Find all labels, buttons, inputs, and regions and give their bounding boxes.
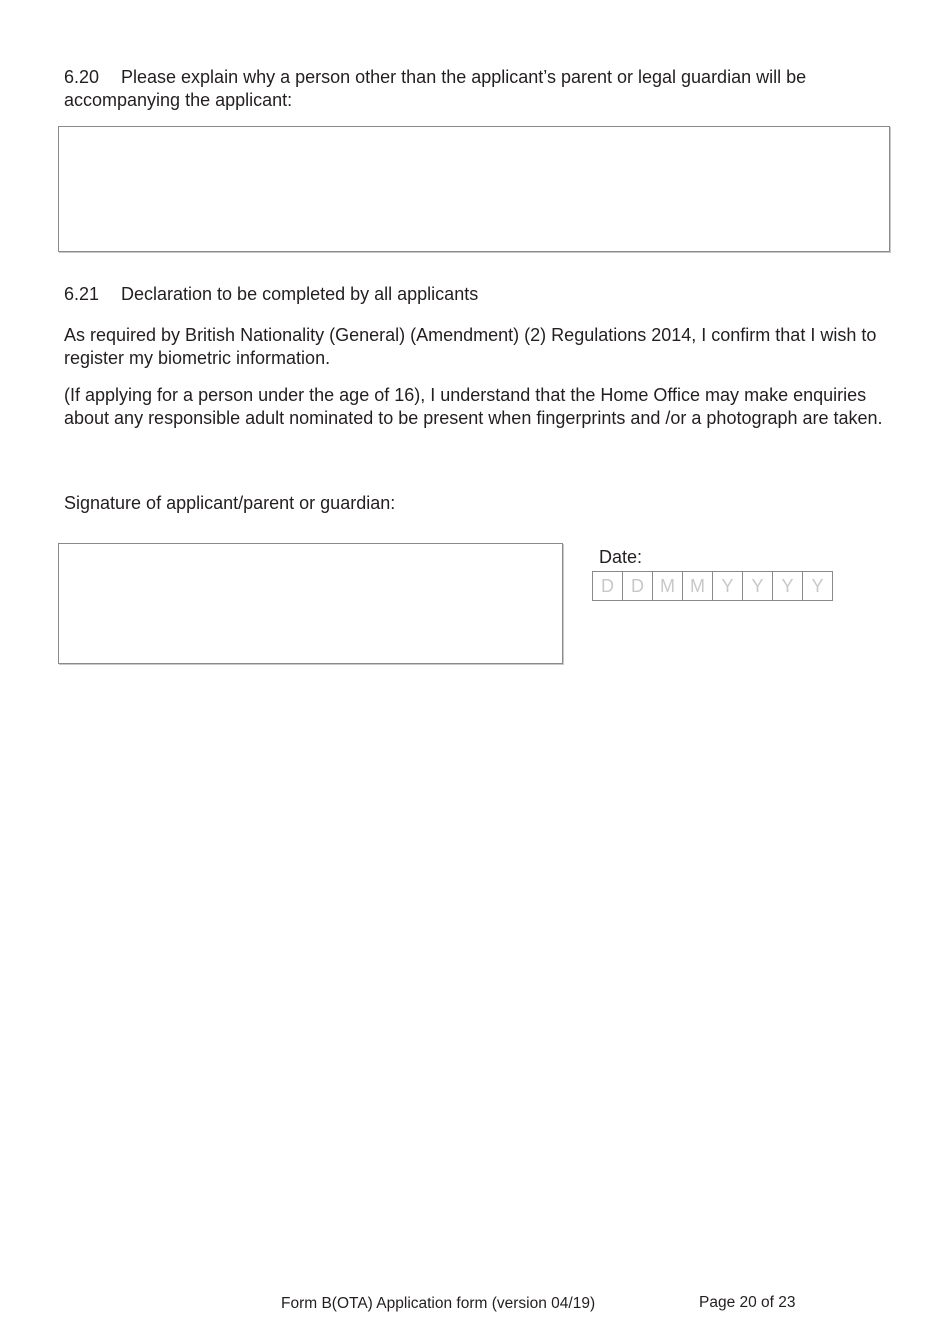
date-cell-year-3[interactable]: Y bbox=[773, 572, 803, 600]
date-cell-year-2[interactable]: Y bbox=[743, 572, 773, 600]
date-cell-year-1[interactable]: Y bbox=[713, 572, 743, 600]
question-number: 6.20 bbox=[64, 67, 100, 87]
date-label: Date: bbox=[599, 547, 643, 567]
explanation-input-box[interactable] bbox=[58, 126, 890, 252]
date-cell-year-4[interactable]: Y bbox=[803, 572, 833, 600]
date-cell-month-1[interactable]: M bbox=[653, 572, 683, 600]
signature-box[interactable] bbox=[58, 543, 563, 664]
declaration-paragraph-under-16: (If applying for a person under the age of 16), I understand that the Home Office may make enquiries about any responsible adult nominated to be present when fingerprints and /or a photograph are taken. bbox=[64, 385, 883, 428]
footer-form-name: Form B(OTA) Application form (version 04/19) bbox=[281, 1295, 596, 1312]
signature-label: Signature of applicant/parent or guardian: bbox=[64, 493, 396, 513]
question-number: 6.21 bbox=[64, 284, 100, 304]
date-cell-month-2[interactable]: M bbox=[683, 572, 713, 600]
question-6-21 bbox=[64, 283, 884, 306]
footer-page-number: Page 20 of 23 bbox=[699, 1294, 796, 1311]
declaration-paragraph-biometric: As required by British Nationality (General) (Amendment) (2) Regulations 2014, I confirm that I wish to register my biometric information. bbox=[64, 325, 877, 368]
date-cell-day-2[interactable]: D bbox=[623, 572, 653, 600]
date-cell-day-1[interactable]: D bbox=[593, 572, 623, 600]
question-6-20 bbox=[64, 66, 884, 112]
date-input bbox=[592, 571, 833, 601]
question-title: Declaration to be completed by all applicants bbox=[121, 284, 479, 304]
question-text: Please explain why a person other than the applicant’s parent or legal guardian will be accompanying the applicant: bbox=[64, 67, 807, 110]
